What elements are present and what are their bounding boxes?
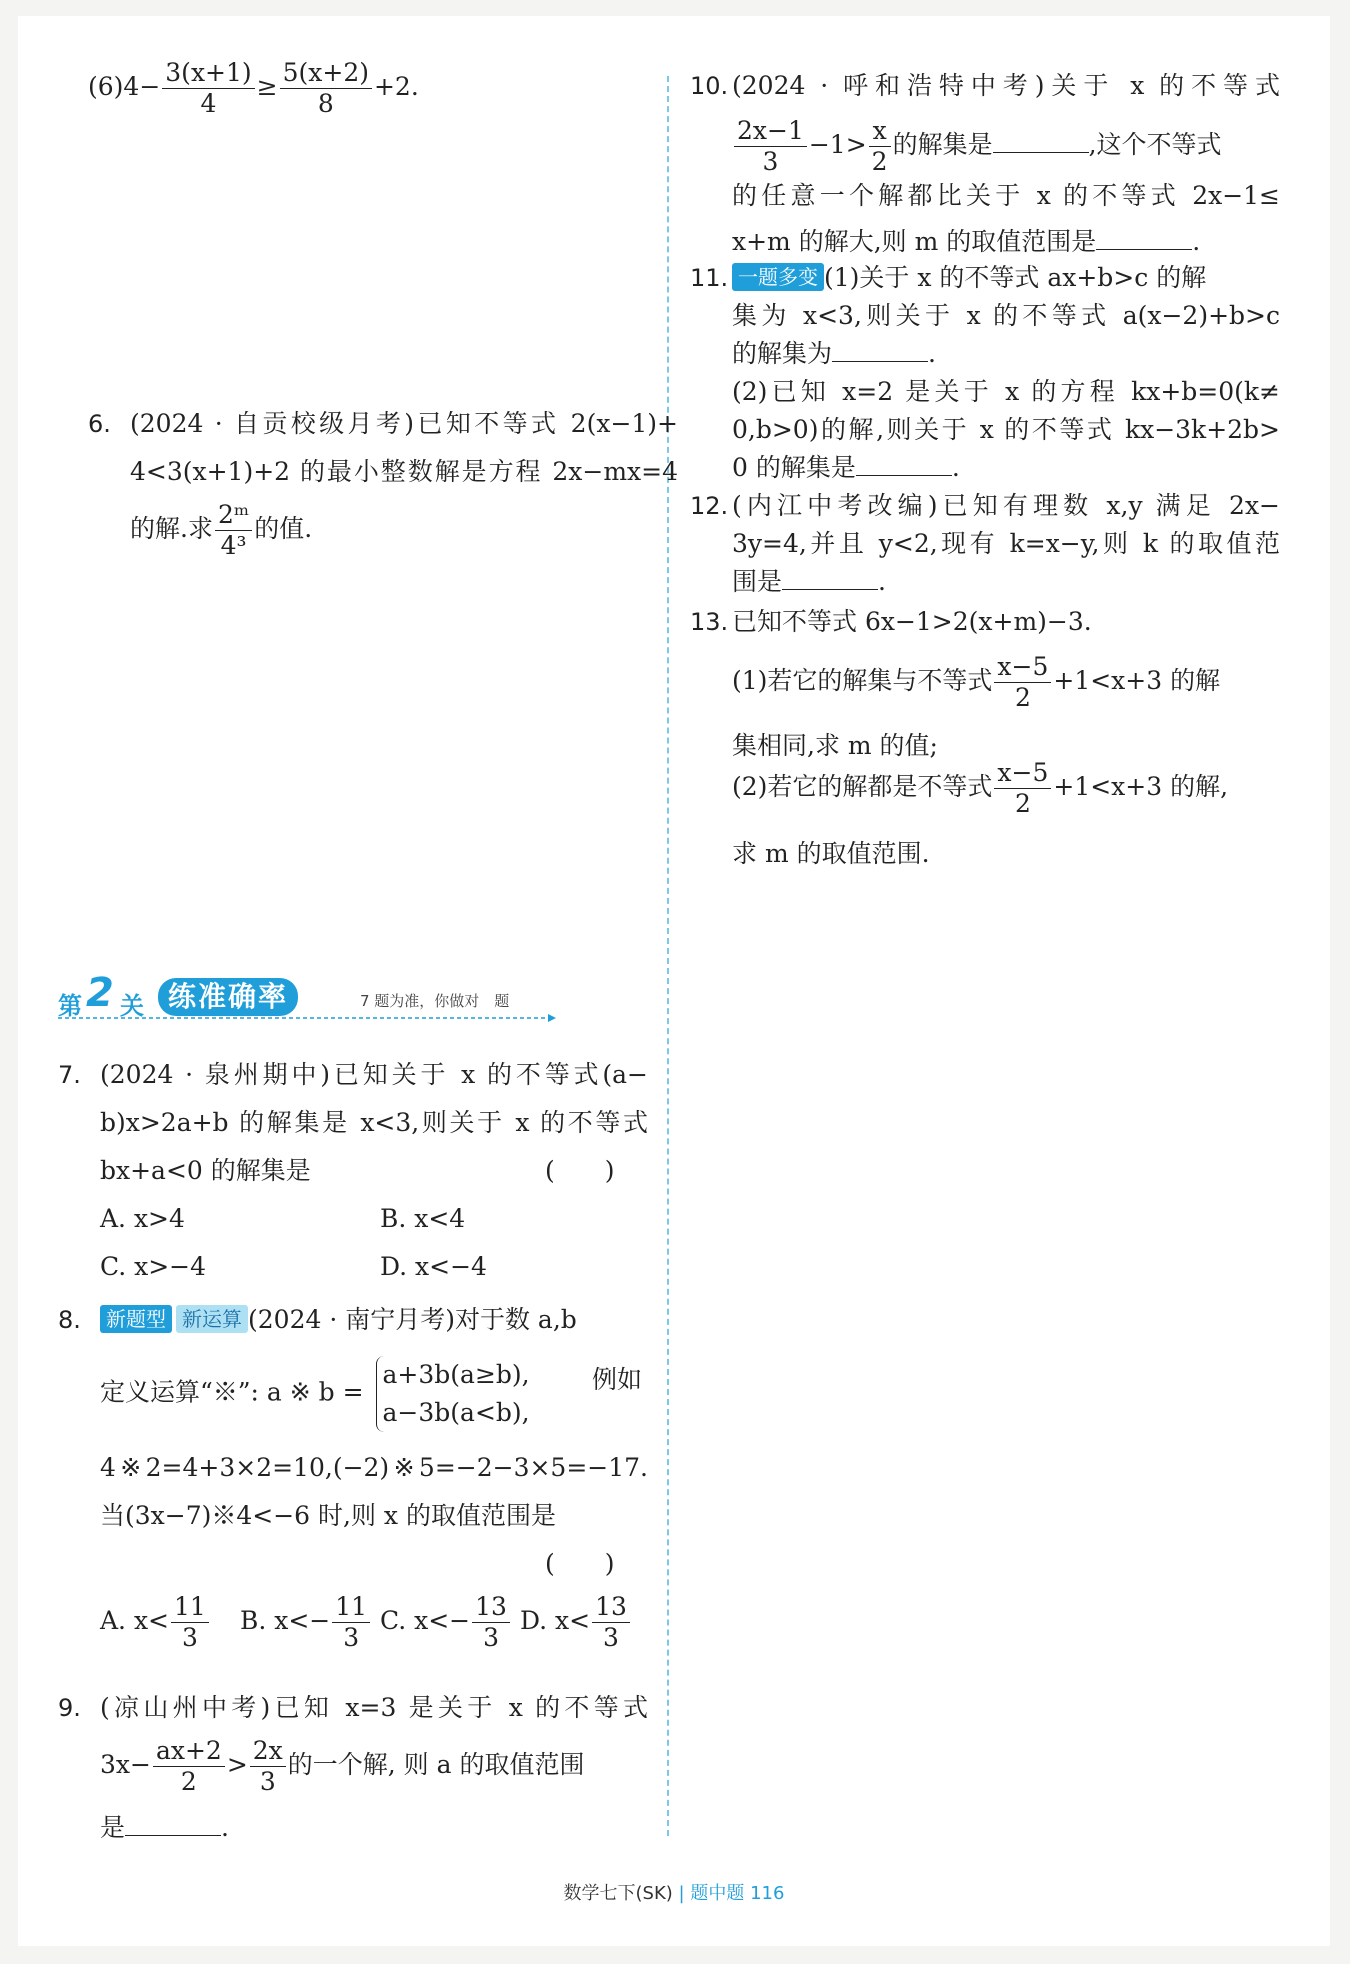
operator: ≥ [256, 72, 278, 101]
section-header [58, 970, 658, 1026]
text: x+m 的解大,则 m 的取值范围是 [732, 227, 1097, 256]
text: (2024 · 南宁月考)对于数 a,b [248, 1305, 577, 1334]
numerator: 5(x+2) [280, 58, 372, 89]
question-text: 3y=4,并且 y<2,现有 k=x−y,则 k 的取值范 [732, 529, 1280, 558]
option-b[interactable] [240, 1592, 372, 1653]
label: (6) [88, 72, 124, 101]
denominator: 3 [762, 147, 779, 176]
series-title: 题中题 [690, 1883, 745, 1904]
question-number: 13. [690, 608, 729, 636]
text: (2)若它的解都是不等式 [732, 772, 993, 801]
footer-separator: | [678, 1883, 685, 1904]
text: D. x< [520, 1606, 591, 1635]
text: . [951, 453, 960, 482]
answer-blank[interactable] [782, 559, 878, 590]
fraction [734, 116, 807, 177]
question-number: 8. [58, 1306, 81, 1334]
numerator: 11 [332, 1592, 370, 1623]
question-text: (凉山州中考)已知 x=3 是关于 x 的不等式 [100, 1693, 648, 1722]
answer-blank[interactable] [856, 445, 952, 476]
question-number: 6. [88, 410, 111, 438]
text: . [221, 1813, 229, 1842]
question-text [732, 116, 1280, 177]
denominator: 3 [483, 1623, 499, 1652]
question-text: bx+a<0 的解集是 [100, 1156, 311, 1185]
numerator: x−5 [994, 758, 1051, 789]
answer-blank[interactable] [1096, 219, 1192, 250]
option-c[interactable] [380, 1592, 512, 1653]
question-number: 9. [58, 1694, 81, 1722]
text: 0 的解集是 [732, 453, 856, 482]
text: 的一个解, 则 a 的取值范围 [287, 1750, 585, 1779]
denominator: 2 [1014, 683, 1031, 712]
question-text [732, 758, 1280, 819]
answer-blank[interactable] [832, 331, 928, 362]
text: 3x− [100, 1750, 151, 1779]
question-number: 10. [690, 72, 729, 100]
fraction [162, 58, 254, 119]
answer-blank[interactable] [993, 122, 1089, 153]
numerator: 2x [250, 1736, 286, 1767]
denominator: 3 [259, 1767, 276, 1796]
fraction [994, 652, 1051, 713]
expr-pre: 4− [123, 72, 161, 101]
section-note: 7 题为准，你做对 题 [360, 992, 510, 1010]
section-prefix: 第 [58, 992, 82, 1020]
expr-post: +2. [373, 72, 419, 101]
problem-5-6 [88, 58, 419, 119]
question-text: 求 m 的取值范围. [732, 839, 930, 868]
fraction [171, 1592, 209, 1653]
text: . [928, 339, 936, 368]
numerator: 3(x+1) [162, 58, 254, 89]
section-suffix: 关 [120, 992, 144, 1020]
text: (1)若它的解集与不等式 [732, 666, 993, 695]
text: 的解集为 [732, 339, 833, 368]
question-text: (2024 · 自贡校级月考)已知不等式 2(x−1)+ [130, 409, 678, 438]
case: a−3b(a<b), [382, 1398, 530, 1427]
question-text [130, 500, 312, 561]
numerator: x−5 [994, 652, 1051, 683]
option-d[interactable]: D. x<−4 [380, 1252, 487, 1281]
question-number: 11. [690, 264, 729, 292]
page [18, 16, 1330, 1946]
section-title: 练准确率 [158, 978, 298, 1016]
text: 例如 [592, 1365, 643, 1394]
text: 的解.求 [130, 514, 213, 543]
denominator: 4 [200, 89, 217, 118]
text: A. x< [100, 1606, 169, 1635]
tag-new-type: 新题型 [100, 1305, 172, 1333]
text: −1> [808, 130, 867, 159]
text: (1)关于 x 的不等式 ax+b>c 的解 [824, 263, 1207, 292]
question-text: 当(3x−7)※4<−6 时,则 x 的取值范围是 [100, 1501, 556, 1530]
answer-paren: ( ) [545, 1549, 615, 1578]
page-footer [18, 1879, 1330, 1905]
denominator: 2 [180, 1767, 197, 1796]
text: +1<x+3 的解 [1053, 666, 1221, 695]
case: a+3b(a≥b), [382, 1360, 530, 1389]
question-text: 4<3(x+1)+2 的最小整数解是方程 2x−mx=4 [130, 457, 678, 486]
fraction [869, 116, 891, 177]
fraction [215, 500, 252, 561]
denominator: 4³ [220, 531, 247, 560]
denominator: 3 [603, 1623, 619, 1652]
question-text: (2)已知 x=2 是关于 x 的方程 kx+b=0(k≠ [732, 377, 1280, 406]
numerator: 13 [592, 1592, 630, 1623]
numerator: 11 [171, 1592, 209, 1623]
fraction [153, 1736, 225, 1797]
book-title: 数学七下(SK) [563, 1883, 673, 1904]
column-divider [667, 76, 669, 1836]
question-text: 已知不等式 6x−1>2(x+m)−3. [732, 607, 1092, 636]
tag-new-operation: 新运算 [176, 1305, 248, 1333]
question-text [732, 652, 1280, 713]
text: 是 [100, 1813, 126, 1842]
text: 的解集是 [892, 130, 993, 159]
numerator: 13 [472, 1592, 510, 1623]
option-a[interactable] [100, 1592, 211, 1653]
numerator: ax+2 [153, 1736, 225, 1767]
operator: > [226, 1750, 248, 1779]
text: ,这个不等式 [1088, 130, 1222, 159]
fraction [472, 1592, 510, 1653]
question-text: (内江中考改编)已知有理数 x,y 满足 2x− [732, 491, 1280, 520]
numerator: 2ᵐ [215, 500, 252, 531]
denominator: 3 [343, 1623, 360, 1652]
option-d[interactable] [520, 1592, 632, 1653]
question-text [100, 1804, 229, 1852]
text: +1<x+3 的解, [1053, 772, 1229, 801]
question-text: (2024 · 泉州期中)已知关于 x 的不等式(a− [100, 1060, 648, 1089]
option-c[interactable]: C. x>−4 [100, 1252, 207, 1281]
answer-paren: ( ) [545, 1156, 615, 1185]
numerator: x [869, 116, 891, 147]
option-b[interactable]: B. x<4 [380, 1204, 466, 1233]
question-text: 的任意一个解都比关于 x 的不等式 2x−1≤ [732, 181, 1280, 210]
tag-variations: 一题多变 [732, 263, 824, 291]
text: 定义运算“※”: a ※ b = [100, 1377, 364, 1407]
text: 的值. [254, 514, 313, 543]
text: B. x<− [240, 1606, 331, 1635]
denominator: 2 [1014, 789, 1031, 818]
question-text: (2024 · 呼和浩特中考)关于 x 的不等式 [732, 71, 1280, 100]
question-number: 7. [58, 1061, 81, 1089]
text: . [1192, 227, 1201, 256]
question-text [100, 1296, 577, 1344]
fraction [332, 1592, 370, 1653]
fraction [280, 58, 372, 119]
piecewise [376, 1356, 530, 1432]
option-a[interactable]: A. x>4 [100, 1204, 185, 1233]
denominator: 8 [317, 89, 334, 118]
question-text: 集相同,求 m 的值; [732, 731, 938, 760]
section-number: 2 [86, 970, 114, 1016]
denominator: 2 [871, 147, 888, 176]
question-text: 0,b>0)的解,则关于 x 的不等式 kx−3k+2b> [732, 415, 1280, 444]
question-text [100, 1736, 584, 1797]
text: C. x<− [380, 1606, 471, 1635]
fraction [994, 758, 1051, 819]
text: 围是 [732, 567, 783, 596]
question-text: 4※2=4+3×2=10,(−2)※5=−2−3×5=−17. [100, 1453, 648, 1482]
fraction [592, 1592, 630, 1653]
denominator: 3 [181, 1623, 198, 1652]
numerator: 2x−1 [734, 116, 807, 147]
question-text: 集为 x<3,则关于 x 的不等式 a(x−2)+b>c [732, 301, 1280, 330]
question-number: 12. [690, 492, 729, 520]
page-number: 116 [750, 1883, 785, 1904]
text: . [878, 567, 886, 596]
definition [100, 1356, 530, 1432]
fraction [250, 1736, 286, 1797]
question-text: b)x>2a+b 的解集是 x<3,则关于 x 的不等式 [100, 1108, 648, 1137]
answer-blank[interactable] [125, 1805, 221, 1836]
